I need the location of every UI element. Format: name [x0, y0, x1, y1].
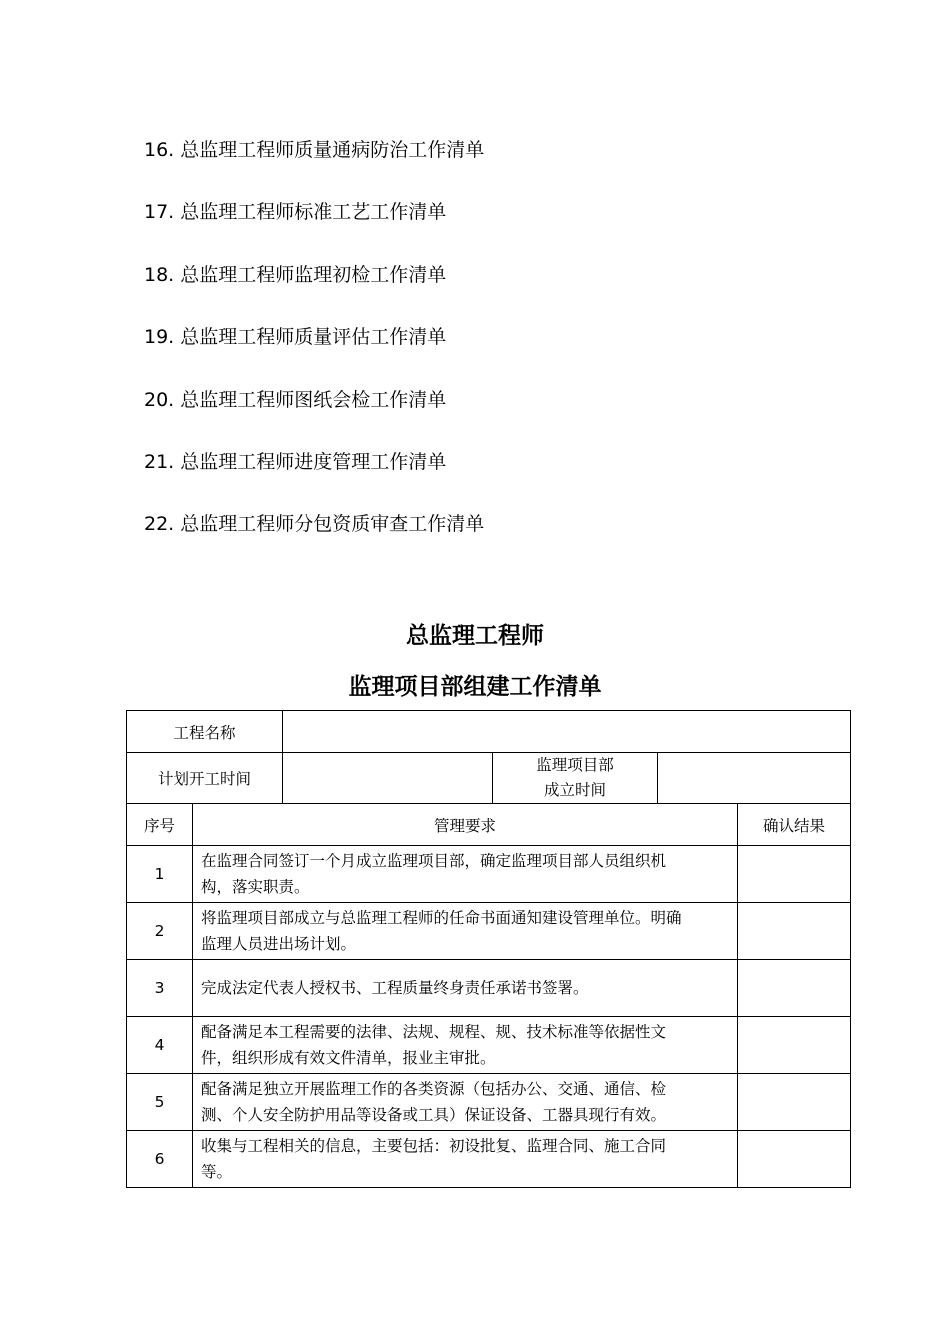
table-row	[127, 846, 851, 903]
form-subtitle: 监理项目部组建工作清单	[348, 674, 602, 700]
project-name-label: 工程名称	[127, 711, 283, 753]
column-header-seq: 序号	[127, 804, 193, 846]
list-item: 20. 总监理工程师图纸会检工作清单	[144, 388, 447, 411]
list-item: 17. 总监理工程师标准工艺工作清单	[144, 201, 447, 224]
row-seq: 6	[127, 1131, 193, 1188]
row-result-field[interactable]	[738, 960, 851, 1017]
dept-setup-label-line2: 成立时间	[544, 781, 607, 799]
row-seq: 2	[127, 903, 193, 960]
row-seq: 3	[127, 960, 193, 1017]
document-list	[144, 130, 484, 567]
table-row	[127, 753, 851, 804]
requirement-line: 配备满足独立开展监理工作的各类资源（包括办公、交通、通信、检	[201, 1080, 667, 1098]
dept-setup-label-line1: 监理项目部	[536, 756, 614, 774]
planned-start-field[interactable]	[283, 753, 493, 804]
column-header-result: 确认结果	[738, 804, 851, 846]
row-result-field[interactable]	[738, 1017, 851, 1074]
requirement-line: 配备满足本工程需要的法律、法规、规程、规、技术标准等依据性文	[201, 1023, 667, 1041]
requirement-line: 构，落实职责。	[201, 878, 310, 896]
list-item: 21. 总监理工程师进度管理工作清单	[144, 450, 447, 473]
planned-start-label: 计划开工时间	[127, 753, 283, 804]
table-row	[127, 1017, 851, 1074]
row-result-field[interactable]	[738, 1131, 851, 1188]
table-row	[127, 960, 851, 1017]
row-seq: 4	[127, 1017, 193, 1074]
list-item: 22. 总监理工程师分包资质审查工作清单	[144, 513, 485, 536]
column-header-requirement: 管理要求	[193, 804, 738, 846]
project-name-field[interactable]	[283, 711, 851, 753]
requirement-line: 完成法定代表人授权书、工程质量终身责任承诺书签署。	[201, 979, 589, 997]
table-row	[127, 1131, 851, 1188]
table-header-row	[127, 804, 851, 846]
row-result-field[interactable]	[738, 903, 851, 960]
row-requirement	[193, 903, 738, 960]
requirement-line: 测、个人安全防护用品等设备或工具）保证设备、工器具现行有效。	[201, 1106, 667, 1124]
row-result-field[interactable]	[738, 846, 851, 903]
row-requirement	[193, 846, 738, 903]
requirement-line: 在监理合同签订一个月成立监理项目部，确定监理项目部人员组织机	[201, 852, 667, 870]
list-item: 16. 总监理工程师质量通病防治工作清单	[144, 139, 485, 161]
row-requirement	[193, 1074, 738, 1131]
table-row	[127, 1074, 851, 1131]
table-row	[127, 711, 851, 753]
row-requirement	[193, 1131, 738, 1188]
row-result-field[interactable]	[738, 1074, 851, 1131]
list-item: 18. 总监理工程师监理初检工作清单	[144, 263, 447, 286]
requirement-line: 等。	[201, 1163, 233, 1181]
row-seq: 5	[127, 1074, 193, 1131]
list-item: 19. 总监理工程师质量评估工作清单	[144, 326, 447, 349]
requirement-line: 监理人员进出场计划。	[201, 935, 357, 953]
row-seq: 1	[127, 846, 193, 903]
row-requirement	[193, 960, 738, 1017]
row-requirement	[193, 1017, 738, 1074]
dept-setup-field[interactable]	[658, 753, 851, 804]
table-row	[127, 903, 851, 960]
requirement-line: 将监理项目部成立与总监理工程师的任命书面通知建设管理单位。明确	[201, 909, 682, 927]
requirement-line: 件，组织形成有效文件清单，报业主审批。	[201, 1049, 496, 1067]
dept-setup-label	[493, 753, 658, 804]
form-title: 总监理工程师	[406, 623, 544, 649]
requirement-line: 收集与工程相关的信息，主要包括：初设批复、监理合同、施工合同	[201, 1137, 667, 1155]
work-checklist-table	[126, 710, 851, 1188]
